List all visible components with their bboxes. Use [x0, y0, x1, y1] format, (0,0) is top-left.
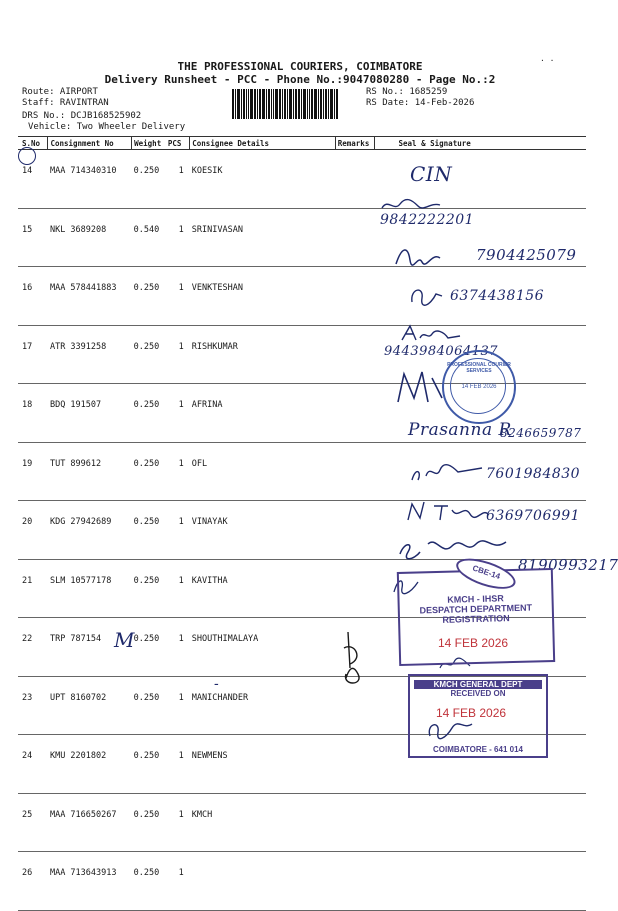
company-title: THE PROFESSIONAL COURIERS, COIMBATORE — [177, 60, 423, 73]
row-consignment: ATR 3391258 — [48, 325, 132, 384]
despatch-stamp-date: 14 FEB 2026 — [438, 636, 509, 650]
row-sno: 17 — [18, 325, 48, 384]
row-weight: 0.540 — [132, 208, 166, 267]
row-consignee: NEWMENS — [190, 735, 335, 794]
row-consignment: BDQ 191507 — [48, 384, 132, 443]
despatch-stamp — [397, 563, 555, 666]
row-consignee — [190, 852, 335, 911]
row-pcs: 1 — [166, 618, 190, 677]
drs-label: DRS No.: DCJB168525902 — [22, 111, 142, 121]
table-row — [18, 852, 586, 911]
row-weight: 0.250 — [132, 325, 166, 384]
row-weight: 0.250 — [132, 384, 166, 443]
handwritten-phone: 8246659787 — [500, 426, 582, 440]
col-remarks: Remarks — [335, 137, 374, 150]
stamp-line: KMCH GENERAL DEPT — [414, 680, 542, 689]
row-weight: 0.250 — [132, 676, 166, 735]
col-consignment: Consignment No — [48, 137, 132, 150]
row-consignment: TRP 787154 — [48, 618, 132, 677]
row-pcs: 1 — [166, 501, 190, 560]
row-sno: 21 — [18, 559, 48, 618]
row-weight: 0.250 — [132, 267, 166, 326]
circle-mark — [18, 147, 36, 165]
row-consignee: OFL — [190, 442, 335, 501]
row-sno: 19 — [18, 442, 48, 501]
row-consignee: KMCH — [190, 793, 335, 852]
handwritten-signature: CIN — [410, 162, 453, 186]
handwritten-phone: 7601984830 — [486, 466, 581, 482]
row-weight: 0.250 — [132, 852, 166, 911]
handwritten-phone: 8190993217 — [518, 556, 618, 574]
row-consignment: MAA 716650267 — [48, 793, 132, 852]
row-consignment: MAA 578441883 — [48, 267, 132, 326]
row-consignment: NKL 3689208 — [48, 208, 132, 267]
col-seal: Seal & Signature — [374, 137, 586, 150]
handwritten-phone: 6374438156 — [450, 288, 545, 304]
handwritten-phone: 9443984064137 — [384, 344, 499, 359]
col-sno: S.No — [18, 137, 48, 150]
col-weight: Weight — [132, 137, 166, 150]
handwritten-signature — [338, 628, 372, 688]
row-weight: 0.250 — [132, 793, 166, 852]
row-sno: 20 — [18, 501, 48, 560]
row-weight: 0.250 — [132, 618, 166, 677]
row-consignee: KAVITHA — [190, 559, 335, 618]
row-pcs: 1 — [166, 559, 190, 618]
row-consignment: KDG 27942689 — [48, 501, 132, 560]
row-pcs: 1 — [166, 208, 190, 267]
row-sno: 26 — [18, 852, 48, 911]
courier-seal — [442, 350, 516, 424]
cbe-badge: CBE-14 — [453, 553, 519, 595]
stamp-line: RECEIVED ON — [450, 689, 506, 698]
row-pcs: 1 — [166, 442, 190, 501]
row-pcs: 1 — [166, 735, 190, 794]
row-consignment: KMU 2201802 — [48, 735, 132, 794]
col-pcs: PCS — [166, 137, 190, 150]
row-weight: 0.250 — [132, 442, 166, 501]
row-sno: 14 — [18, 150, 48, 209]
row-sno: 18 — [18, 384, 48, 443]
handwritten-signature — [396, 532, 526, 562]
row-consignee: SHOUTHIMALAYA — [190, 618, 335, 677]
row-pcs: 1 — [166, 852, 190, 911]
staff-label: Staff: RAVINTRAN — [22, 98, 109, 108]
stamp-line: KMCH - IHSR — [447, 593, 504, 605]
handwritten-phone: 6369706991 — [486, 508, 581, 524]
row-sno: 16 — [18, 267, 48, 326]
row-consignee: VENKTESHAN — [190, 267, 335, 326]
handwritten-signature: Prasanna R — [408, 420, 512, 440]
route-label: Route: AIRPORT — [22, 87, 98, 97]
row-consignment: MAA 714340310 — [48, 150, 132, 209]
row-weight: 0.250 — [132, 501, 166, 560]
row-consignee: VINAYAK — [190, 501, 335, 560]
row-consignee: MANICHANDER — [190, 676, 335, 735]
row-consignment: TUT 899612 — [48, 442, 132, 501]
courier-seal-ring-text: PROFESSIONAL COURIER SERVICES — [447, 362, 511, 374]
row-weight: 0.250 — [132, 150, 166, 209]
runsheet-subtitle: Delivery Runsheet - PCC - Phone No.:9047080280 - Page No.:2 — [104, 73, 496, 86]
row-sno: 25 — [18, 793, 48, 852]
row-consignee: AFRINA — [190, 384, 335, 443]
row-sno: 24 — [18, 735, 48, 794]
row-sno: 15 — [18, 208, 48, 267]
handwritten-phone: 7904425079 — [476, 246, 577, 264]
row-pcs: 1 — [166, 150, 190, 209]
table-row — [18, 150, 586, 209]
handwritten-signature — [398, 322, 468, 344]
row-sno: 22 — [18, 618, 48, 677]
row-weight: 0.250 — [132, 735, 166, 794]
col-details: Consignee Details — [190, 137, 335, 150]
handwritten-signature — [404, 496, 494, 524]
stamp-line: REGISTRATION — [442, 613, 510, 625]
stamp-line: COIMBATORE - 641 014 — [433, 745, 523, 754]
handwritten-signature — [406, 284, 446, 308]
received-stamp-date: 14 FEB 2026 — [436, 706, 507, 720]
handwritten-mark: M — [114, 628, 135, 652]
row-consignee: KOESIK — [190, 150, 335, 209]
row-weight: 0.250 — [132, 559, 166, 618]
row-consignment: UPT 8160702 — [48, 676, 132, 735]
row-pcs: 1 — [166, 325, 190, 384]
handwritten-phone: 9842222201 — [380, 212, 475, 228]
row-pcs: 1 — [166, 676, 190, 735]
handwritten-mark: - — [214, 676, 220, 692]
row-sno: 23 — [18, 676, 48, 735]
table-header-row — [18, 137, 586, 150]
row-pcs: 1 — [166, 793, 190, 852]
row-consignee: SRINIVASAN — [190, 208, 335, 267]
row-consignment: MAA 713643913 — [48, 852, 132, 911]
barcode — [232, 89, 360, 119]
row-pcs: 1 — [166, 267, 190, 326]
courier-seal-date: 14 FEB 2026 — [461, 384, 497, 390]
stamp-line: DESPATCH DEPARTMENT — [419, 602, 533, 616]
handwritten-signature — [392, 244, 444, 268]
vehicle-label: Vehicle: Two Wheeler Delivery — [28, 122, 186, 132]
row-consignment: SLM 10577178 — [48, 559, 132, 618]
rs-number: RS No.: 1685259 — [366, 87, 448, 97]
handwritten-signature — [408, 458, 488, 486]
corner-mark: · · — [540, 56, 555, 65]
table-row — [18, 793, 586, 852]
row-pcs: 1 — [166, 384, 190, 443]
row-consignee: RISHKUMAR — [190, 325, 335, 384]
rs-date: RS Date: 14-Feb-2026 — [366, 98, 475, 108]
